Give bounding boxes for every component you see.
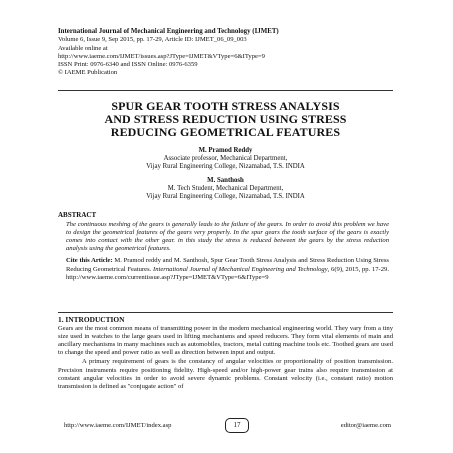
citation bbox=[66, 257, 389, 281]
abstract-section bbox=[58, 211, 393, 282]
cite-journal: International Journal of Mechanical Engineering and Technology bbox=[153, 265, 328, 273]
journal-header bbox=[58, 28, 393, 78]
cite-label: Cite this Article: bbox=[66, 257, 113, 265]
abstract-heading: ABSTRACT bbox=[58, 211, 97, 219]
author-role: M. Tech Student, Mechanical Department, bbox=[167, 185, 284, 192]
author-block bbox=[58, 147, 393, 201]
page-number: 17 bbox=[225, 418, 249, 433]
cite-tail: , 6(9), 2015, pp. 17-29. bbox=[327, 265, 389, 273]
cite-text: M. Pramod reddy and M. Santhosh, Spur Gear Tooth Stress Analysis and Stress Reduction Using Stress Reducing Geometrical Features. bbox=[66, 257, 389, 273]
issn-info: ISSN Print: 0976-6340 and ISSN Online: 0976-6359 bbox=[58, 61, 198, 69]
author-name: M. Pramod Reddy bbox=[198, 147, 253, 154]
abstract-text: The continuous meshing of the gears is generally leads to the failure of the gears. In order to avoid this problem we have to design the geometrical features of the gears very properly. In the spur gears the tooth surface of the gears is exactly comes into contact with the other gear. in this study the stress is reduced between the gears by the stress reduction analysis using the geometrical features. bbox=[66, 221, 389, 253]
available-online: Available online at bbox=[58, 44, 108, 52]
intro-paragraph-2: A primary requirement of gears is the constancy of angular velocities or proportionality of position transmission. Precision instruments require positioning fidelity. High-speed and/or high-power gear trains also require transmission at constant angular velocities in order to avoid severe dynamic problems. Constant velocity (i.e., constant ratio) motion transmission is defined as "conjugate action" of bbox=[58, 358, 393, 390]
issue-url[interactable]: http://www.iaeme.com/IJMET/issues.asp?JType=IJMET&VType=6&IType=9 bbox=[58, 52, 265, 60]
title-line-1: SPUR GEAR TOOTH STRESS ANALYSIS bbox=[111, 99, 340, 113]
paper-title bbox=[58, 100, 393, 139]
header-rule bbox=[58, 90, 393, 91]
volume-info: Volume 6, Issue 9, Sep 2015, pp. 17-29, Article ID: IJMET_06_09_003 bbox=[58, 36, 247, 44]
cite-url[interactable]: http://www.iaeme.com/currentissue.asp?JType=IJMET&VType=6&IType=9 bbox=[66, 273, 269, 281]
title-line-2: AND STRESS REDUCTION USING STRESS bbox=[104, 112, 347, 126]
section-rule bbox=[58, 312, 393, 313]
author-affiliation: Vijay Rural Engineering College, Nizamabad, T.S. INDIA bbox=[146, 193, 305, 200]
author-affiliation: Vijay Rural Engineering College, Nizamabad, T.S. INDIA bbox=[146, 163, 305, 170]
intro-paragraph-1: Gears are the most common means of transmitting power in the modern mechanical engineering world. They vary from a tiny size used in watches to the large gears used in lifting mechanisms and speed reducers. They form vital elements of main and ancillary mechanisms in many machines such as automobiles, tractors, metal cutting machine tools etc. Toothed gears are used to change the speed and power ratio as well as direction between input and output. bbox=[58, 325, 393, 357]
introduction-section bbox=[58, 316, 393, 391]
introduction-heading: 1. INTRODUCTION bbox=[58, 315, 125, 324]
footer-url[interactable]: http://www.iaeme.com/IJMET/index.asp bbox=[64, 422, 172, 429]
journal-name: International Journal of Mechanical Engineering and Technology (IJMET) bbox=[58, 28, 279, 35]
author-name: M. Santhosh bbox=[207, 177, 244, 184]
page-footer bbox=[64, 418, 391, 432]
publisher: © IAEME Publication bbox=[58, 69, 118, 77]
title-line-3: REDUCING GEOMETRICAL FEATURES bbox=[110, 125, 341, 139]
footer-email[interactable]: editor@iaeme.com bbox=[340, 422, 391, 429]
author-role: Associate professor, Mechanical Department, bbox=[163, 155, 288, 162]
